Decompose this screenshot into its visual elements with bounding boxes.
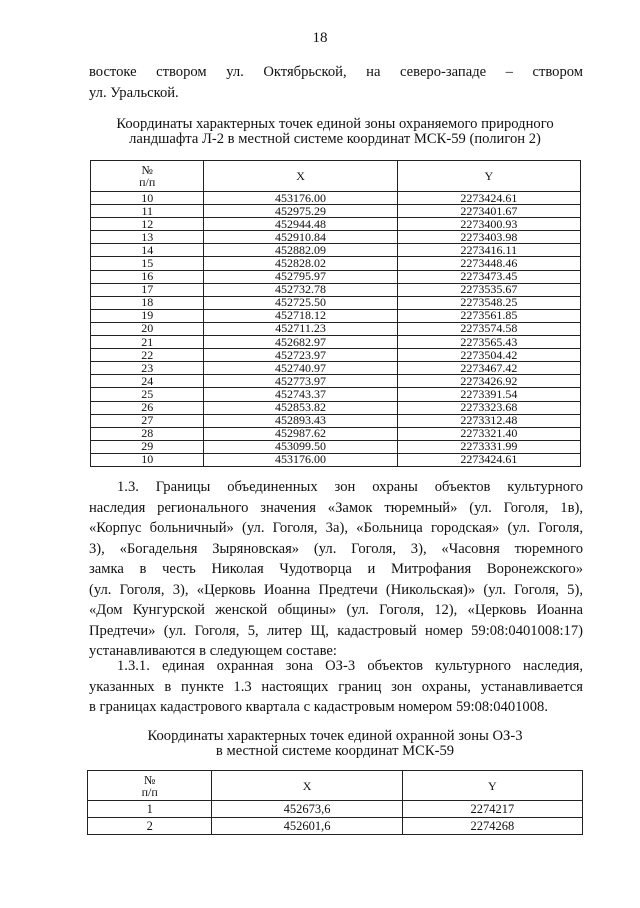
cell-x: 452893.43 [204,414,397,427]
table-row [91,375,581,388]
cell-number: 26 [91,401,204,414]
cell-x: 452773.97 [204,375,397,388]
cell-number: 19 [91,309,204,322]
cell-x: 452882.09 [204,244,397,257]
text-line: устанавливаются в следующем составе: [89,643,337,659]
cell-x: 452711.23 [204,322,397,335]
table-row [91,296,581,309]
cell-x: 452673,6 [212,801,402,818]
text-line: «Корпус больничный» (ул. Гоголя, 3а), «Больница городская» (ул. Гоголя, [89,520,583,536]
cell-number: 14 [91,244,204,257]
cell-y: 2273403.98 [397,231,580,244]
cell-y: 2273504.42 [397,349,580,362]
cell-x: 452740.97 [204,362,397,375]
cell-y: 2273401.67 [397,205,580,218]
cell-number: 28 [91,427,204,440]
cell-number: 29 [91,440,204,453]
table-row [91,192,581,205]
table-row [91,218,581,231]
cell-x: 452601,6 [212,818,402,835]
coordinates-table-oz-3 [87,770,583,835]
cell-number: 15 [91,257,204,270]
coordinates-table-polygon-2 [90,160,581,467]
table-row [88,818,583,835]
table1-body [91,192,581,467]
header-number-symbol: № [143,772,156,787]
header-number-abbr: п/п [139,175,156,189]
table-row [91,388,581,401]
text-line: наследия регионального значения «Замок тюремный» (ул. Гоголя, 1в), [89,499,583,516]
table-row [91,205,581,218]
table-row [91,309,581,322]
cell-number: 21 [91,336,204,349]
cell-y: 2273426.92 [397,375,580,388]
text-line: указанных в пункте 1.3 настоящих границ зон охраны, устанавливается [89,678,583,695]
cell-y: 2273561.85 [397,309,580,322]
table-row [91,283,581,296]
cell-number: 18 [91,296,204,309]
cell-x: 452732.78 [204,283,397,296]
table2-caption [90,729,580,759]
cell-x: 452743.37 [204,388,397,401]
caption-line: Координаты характерных точек единой зоны охраняемого природного [116,116,554,132]
caption-line: ландшафта Л-2 в местной системе координат МСК-59 (полигон 2) [129,131,541,147]
cell-x: 452718.12 [204,309,397,322]
header-y: Y [402,771,582,801]
cell-number: 10 [91,453,204,466]
table2-body [88,801,583,835]
section-1-3-paragraph [89,477,583,662]
header-number-symbol: № [141,163,153,177]
table-row [91,270,581,283]
cell-x: 452975.29 [204,205,397,218]
cell-number: 20 [91,322,204,335]
cell-y: 2273424.61 [397,192,580,205]
cell-number: 23 [91,362,204,375]
table-row [91,244,581,257]
cell-x: 452682.97 [204,336,397,349]
section-1-3-1-paragraph [89,656,583,718]
cell-y: 2273473.45 [397,270,580,283]
table-header-row [88,771,583,801]
table-row [91,231,581,244]
text-line: (ул. Гоголя, 3), «Церковь Иоанна Предтечи (Никольская)» (ул. Гоголя, 5), [89,581,583,598]
cell-number: 16 [91,270,204,283]
cell-x: 452987.62 [204,427,397,440]
cell-number: 10 [91,192,204,205]
table-row [91,440,581,453]
header-number-abbr: п/п [141,784,158,799]
header-x: X [212,771,402,801]
table-row [91,414,581,427]
table1-caption [90,117,580,147]
text-line: востоке створом ул. Октябрьской, на северо-западе – створом [89,64,583,80]
cell-y: 2273400.93 [397,218,580,231]
cell-y: 2273331.99 [397,440,580,453]
cell-y: 2273323.68 [397,401,580,414]
cell-x: 452725.50 [204,296,397,309]
header-y: Y [397,161,580,192]
cell-x: 452795.97 [204,270,397,283]
cell-number: 27 [91,414,204,427]
table-row [88,801,583,818]
cell-x: 453099.50 [204,440,397,453]
cell-x: 452828.02 [204,257,397,270]
table-row [91,349,581,362]
cell-y: 2273448.46 [397,257,580,270]
cell-x: 453176.00 [204,453,397,466]
cell-number: 24 [91,375,204,388]
cell-number: 17 [91,283,204,296]
caption-line: Координаты характерных точек единой охранной зоны ОЗ-3 [147,728,523,744]
cell-x: 452853.82 [204,401,397,414]
table-row [91,401,581,414]
text-line: в границах кадастрового квартала с кадастровым номером 59:08:0401008. [89,699,548,715]
text-line: 1.3.1. единая охранная зона ОЗ-3 объектов культурного наследия, [117,658,583,674]
header-number [88,771,212,801]
cell-y: 2273424.61 [397,453,580,466]
cell-y: 2273574.58 [397,322,580,335]
text-line: ул. Уральской. [89,84,179,101]
cell-y: 2273391.54 [397,388,580,401]
text-line: 1.3. Границы объединенных зон охраны объектов культурного [117,479,583,495]
cell-y: 2273535.67 [397,283,580,296]
cell-number: 11 [91,205,204,218]
table-row [91,362,581,375]
table-row [91,453,581,466]
intro-paragraph [89,62,583,103]
cell-x: 452910.84 [204,231,397,244]
cell-y: 2274217 [402,801,582,818]
cell-y: 2273416.11 [397,244,580,257]
cell-y: 2273467.42 [397,362,580,375]
cell-number: 12 [91,218,204,231]
table-row [91,427,581,440]
cell-y: 2274268 [402,818,582,835]
text-line: замка в честь Николая Чудотворца и Митрофания Воронежского» [89,561,583,577]
cell-y: 2273312.48 [397,414,580,427]
cell-number: 25 [91,388,204,401]
cell-x: 453176.00 [204,192,397,205]
text-line: «Дом Кунгурской женской общины» (ул. Гоголя, 12), «Церковь Иоанна [89,602,583,618]
cell-number: 1 [88,801,212,818]
cell-x: 452723.97 [204,349,397,362]
page-number: 18 [312,30,328,46]
cell-number: 13 [91,231,204,244]
text-line: Предтечи» (ул. Гоголя, 5, литер Щ, кадастровый номер 59:08:0401008:17) [89,622,583,639]
cell-x: 452944.48 [204,218,397,231]
cell-number: 22 [91,349,204,362]
table-row [91,322,581,335]
table-row [91,336,581,349]
cell-y: 2273548.25 [397,296,580,309]
cell-y: 2273321.40 [397,427,580,440]
table-header-row [91,161,581,192]
header-number [91,161,204,192]
header-x: X [204,161,397,192]
text-line: 3), «Богадельня Зыряновская» (ул. Гоголя, 3), «Часовня тюремного [89,540,583,557]
table-row [91,257,581,270]
cell-y: 2273565.43 [397,336,580,349]
cell-number: 2 [88,818,212,835]
caption-line: в местной системе координат МСК-59 [215,743,455,759]
